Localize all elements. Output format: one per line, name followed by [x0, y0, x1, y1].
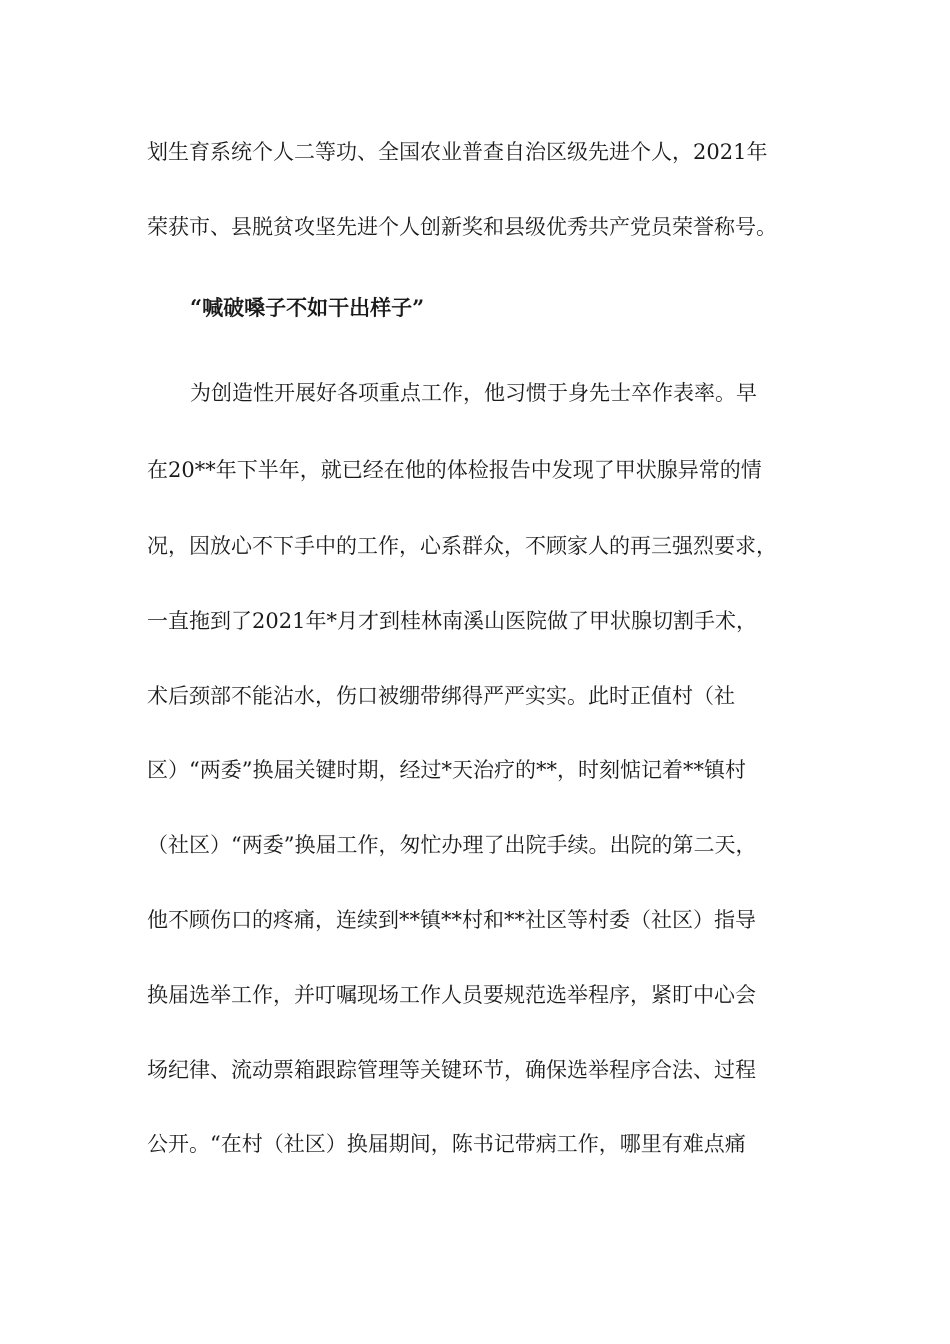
text-line: 为创造性开展好各项重点工作，他习惯于身先士卒作表率。早 [190, 381, 757, 405]
text-line: 公开。“在村（社区）换届期间，陈书记带病工作，哪里有难点痛 [147, 1132, 746, 1156]
text-line: 他不顾伤口的疼痛，连续到**镇**村和**社区等村委（社区）指导 [147, 908, 756, 932]
text-line: 一直拖到了2021年*月才到桂林南溪山医院做了甲状腺切割手术， [147, 609, 757, 633]
text-line: 在20**年下半年，就已经在他的体检报告中发现了甲状腺异常的情 [147, 458, 762, 482]
text-line: 况，因放心不下手中的工作，心系群众，不顾家人的再三强烈要求， [147, 534, 777, 558]
text-line: 荣获市、县脱贫攻坚先进个人创新奖和县级优秀共产党员荣誉称号。 [147, 215, 777, 239]
text-line: 场纪律、流动票箱跟踪管理等关键环节，确保选举程序合法、过程 [147, 1058, 756, 1082]
text-line: 换届选举工作，并叮嘱现场工作人员要规范选举程序，紧盯中心会 [147, 983, 756, 1007]
text-line: 划生育系统个人二等功、全国农业普查自治区级先进个人，2021年 [147, 140, 768, 164]
text-line: 区）“两委”换届关键时期，经过*天治疗的**，时刻惦记着**镇村 [147, 758, 746, 782]
section-heading: “喊破嗓子不如干出样子” [190, 295, 425, 320]
text-line: （社区）“两委”换届工作，匆忙办理了出院手续。出院的第二天， [147, 833, 757, 857]
text-line: 术后颈部不能沾水，伤口被绷带绑得严严实实。此时正值村（社 [147, 684, 735, 708]
